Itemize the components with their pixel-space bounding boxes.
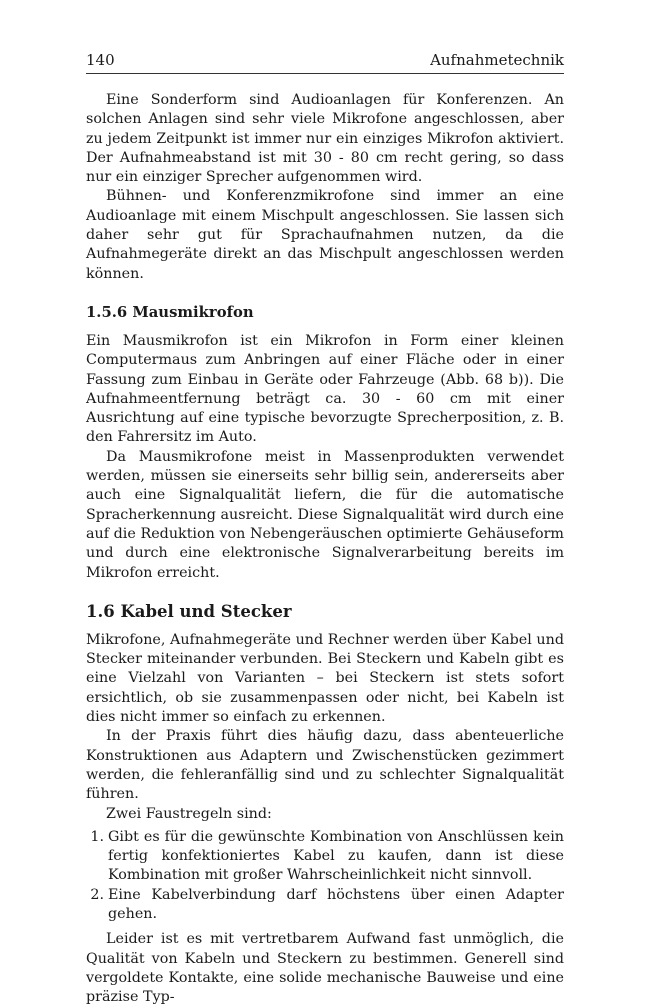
rules-list [86,828,564,924]
paragraph: Da Mausmikrofone meist in Massenprodukten verwendet werden, müssen sie einerseits sehr billig sein, andererseits aber auch eine Signalqualität liefern, die für die automatische Spracherkennung ausreicht. Diese Signalqualität wird durch eine auf die Reduktion von Nebengeräuschen optimierte Gehäuseform und durch eine elektronische Signalverarbeitung bereits im Mikrofon erreicht. [86,448,564,581]
list-item [86,886,564,925]
section-heading-mausmikrofon: 1.5.6 Mausmikrofon [86,303,254,321]
paragraph: Zwei Faustregeln sind: [106,805,272,822]
page-number: 140 [86,51,115,69]
paragraph: Eine Sonderform sind Audioanlagen für Konferenzen. An solchen Anlagen sind sehr viele Mikrofone angeschlossen, aber zu jedem Zeitpunkt ist immer nur ein einziges Mikrofon aktiviert. Der Aufnahmeabstand ist mit 30 - 80 cm recht gering, so dass nur ein einziger Sprecher aufgenommen wird. [86,92,564,186]
paragraph: Ein Mausmikrofon ist ein Mikrofon in Form einer kleinen Computermaus zum Anbringen auf einer Fläche oder in einer Fassung zum Einbau in Geräte oder Fahrzeuge (Abb. 68 b)). Die Aufnahmeentfernung beträgt ca. 30 - 60 cm mit einer Ausrichtung auf eine typische bevorzugte Sprecherposition, z. B. den Fahrersitz im Auto. [86,332,564,446]
list-item-number: 2. [90,886,104,903]
list-item-text: Gibt es für die gewünschte Kombination von Anschlüssen kein fertig konfektioniertes Kabel zu kaufen, dann ist diese Kombination mit großer Wahrscheinlichkeit nicht sinnvoll. [108,828,564,884]
list-item-number: 1. [90,828,104,845]
page-body [86,91,564,1007]
list-item [86,828,564,886]
list-item-text: Eine Kabelverbindung darf höchstens über einen Adapter gehen. [108,886,564,922]
paragraph: Bühnen- und Konferenzmikrofone sind immer an eine Audioanlage mit einem Mischpult angeschlossen. Sie lassen sich daher sehr gut für Sprachaufnahmen nutzen, da die Aufnahmegeräte direkt an das Mischpult angeschlossen werden können. [86,188,564,282]
paragraph: Leider ist es mit vertretbarem Aufwand fast unmöglich, die Qualität von Kabeln und Steckern zu bestimmen. Generell sind vergoldete Kontakte, eine solide mechanische Bauweise und eine präzise Typ- [86,931,564,1006]
chapter-title: Aufnahmetechnik [430,51,564,69]
running-header [86,50,564,74]
paragraph: In der Praxis führt dies häufig dazu, dass abenteuerliche Konstruktionen aus Adaptern und Zwischenstücken gezimmert werden, die fehleranfällig sind und zu schlechter Signalqualität führen. [86,728,564,803]
section-heading-kabel-und-stecker: 1.6 Kabel und Stecker [86,601,292,621]
paragraph: Mikrofone, Aufnahmegeräte und Rechner werden über Kabel und Stecker miteinander verbunden. Bei Steckern und Kabeln gibt es eine Vielzahl von Varianten – bei Steckern ist stets sofort ersichtlich, ob sie zusammenpassen oder nicht, bei Kabeln ist dies nicht immer so einfach zu erkennen. [86,631,564,726]
